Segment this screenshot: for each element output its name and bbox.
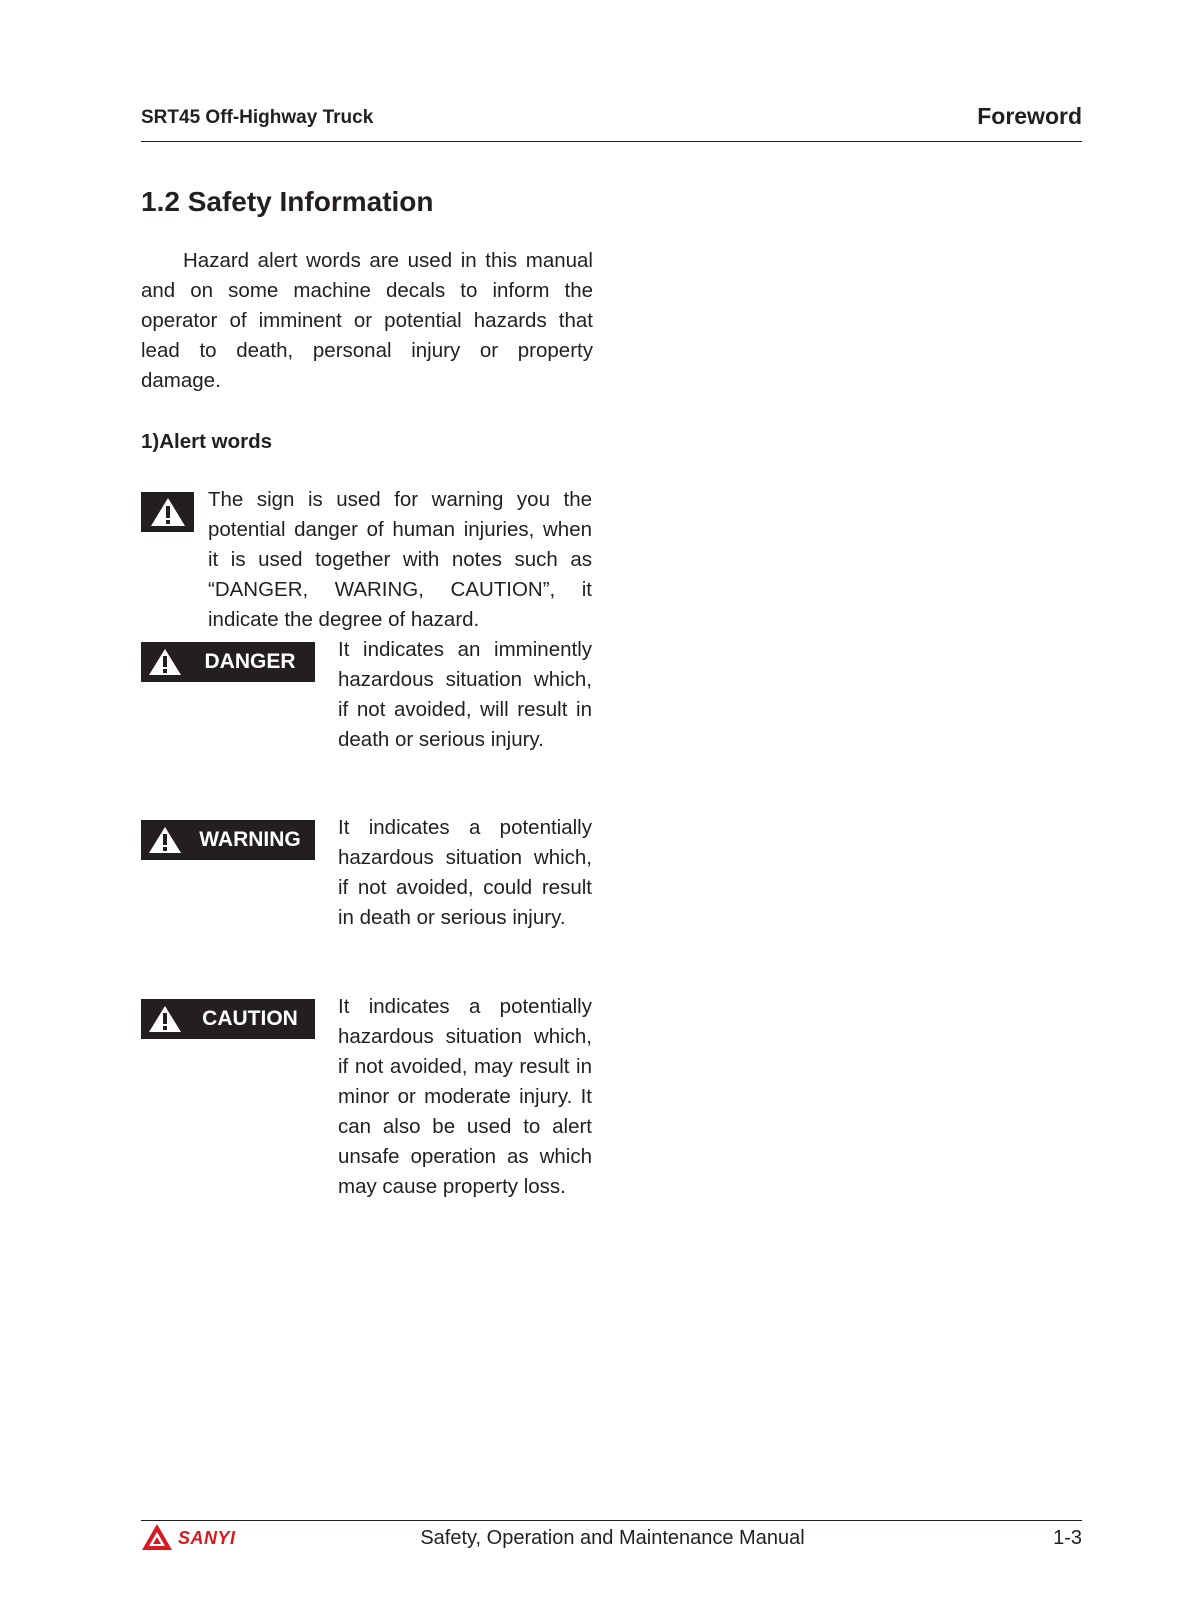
sign-description: The sign is used for warning you the potential danger of human injuries, when it is used together with notes such as “DANGER, WARING, CAUTION”, it indicate the degree of hazard. xyxy=(208,488,592,631)
warning-label xyxy=(141,820,315,860)
warning-triangle-icon xyxy=(141,492,194,532)
caution-description: It indicates a potentially hazardous situation which, if not avoided, may result in minor or moderate injury. It can also be used to alert unsafe operation as which may cause property loss. xyxy=(338,995,592,1198)
intro-paragraph: Hazard alert words are used in this manual and on some machine decals to inform the operator of imminent or potential hazards that lead to death, personal injury or property damage. xyxy=(141,249,593,392)
footer-divider xyxy=(141,1520,1082,1521)
warning-label-text: WARNING xyxy=(199,828,301,851)
header-product: SRT45 Off-Highway Truck xyxy=(141,107,374,128)
logo-text: SANYI xyxy=(178,1527,236,1548)
section-title: 1.2 Safety Information xyxy=(141,186,434,217)
danger-label xyxy=(141,642,315,682)
warning-description: It indicates a potentially hazardous situation which, if not avoided, could result in death or serious injury. xyxy=(338,816,592,929)
manual-title: Safety, Operation and Maintenance Manual xyxy=(420,1527,805,1549)
warning-triangle-icon xyxy=(141,1004,189,1034)
header-divider xyxy=(141,141,1082,142)
warning-triangle-icon xyxy=(141,647,189,677)
warning-triangle-icon xyxy=(141,825,189,855)
danger-description: It indicates an imminently hazardous situation which, if not avoided, will result in death or serious injury. xyxy=(338,638,592,751)
danger-label-text: DANGER xyxy=(204,650,296,673)
header-chapter: Foreword xyxy=(977,103,1082,129)
alert-words-heading: 1)Alert words xyxy=(141,430,272,453)
caution-label xyxy=(141,999,315,1039)
page-number: 1-3 xyxy=(1053,1527,1082,1549)
caution-label-text: CAUTION xyxy=(202,1007,298,1030)
